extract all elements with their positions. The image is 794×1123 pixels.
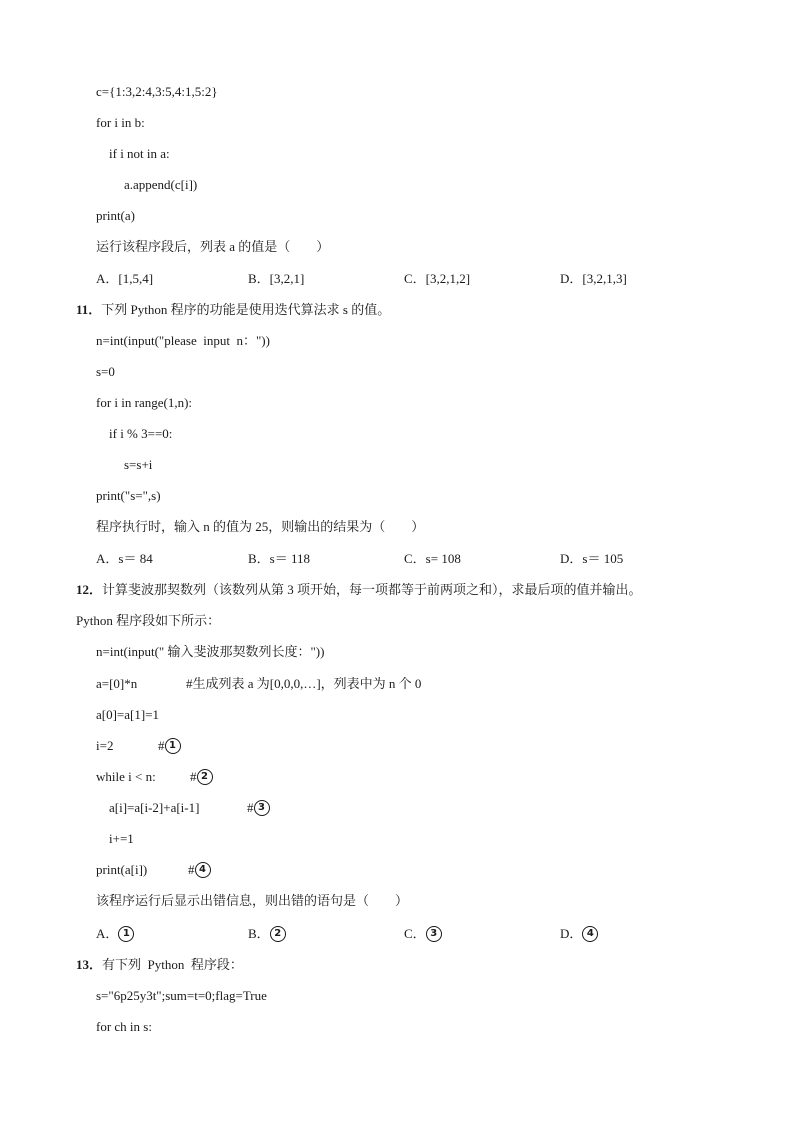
option-text: s＝ 118 bbox=[269, 551, 310, 566]
option-text: s＝ 84 bbox=[118, 551, 153, 566]
comment-hash: # bbox=[188, 862, 195, 877]
q11-code-line-2: s=0 bbox=[96, 364, 115, 379]
comment-hash: # bbox=[247, 800, 254, 815]
option-text: [3,2,1] bbox=[269, 271, 305, 286]
q12-code-comment-2: #生成列表 a 为[0,0,0,…]，列表中为 n 个 0 bbox=[186, 676, 422, 691]
option-letter: C． bbox=[404, 551, 426, 566]
q13-code-line-1: s="6p25y3t";sum=t=0;flag=True bbox=[96, 988, 267, 1003]
q13-code-line-2: for ch in s: bbox=[96, 1019, 152, 1034]
q13-number: 13． bbox=[76, 957, 103, 972]
circled-number: 4 bbox=[582, 926, 598, 942]
circled-number: 3 bbox=[254, 800, 270, 816]
q11-number: 11． bbox=[76, 302, 102, 317]
q12-code-line-4: i=2 bbox=[96, 738, 114, 753]
q12-code-line-5: while i < n: bbox=[96, 769, 156, 784]
option-text: [3,2,1,3] bbox=[582, 271, 627, 286]
circled-number: 1 bbox=[118, 926, 134, 942]
option-letter: A． bbox=[96, 271, 119, 286]
q12-code-line-8: print(a[i]) bbox=[96, 862, 148, 877]
q11-code-line-5: s=s+i bbox=[124, 457, 153, 472]
q10-code-line-4: a.append(c[i]) bbox=[124, 177, 198, 192]
q12-title: 计算斐波那契数列（该数列从第 3 项开始，每一项都等于前两项之和），求最后项的值并输出。 bbox=[102, 582, 642, 597]
q12-option-c bbox=[404, 925, 442, 943]
q12-question: 该程序运行后显示出错信息，则出错的语句是（ ） bbox=[96, 893, 409, 908]
circled-number: 2 bbox=[197, 769, 213, 785]
q11-code-line-6: print("s=",s) bbox=[96, 488, 161, 503]
comment-hash: # bbox=[190, 769, 197, 784]
q13-heading bbox=[76, 956, 243, 974]
option-letter: B． bbox=[248, 551, 270, 566]
option-letter: B． bbox=[248, 271, 270, 286]
q11-option-c bbox=[404, 550, 461, 568]
option-text: s= 108 bbox=[425, 551, 461, 566]
q11-code-line-4: if i % 3==0: bbox=[109, 426, 173, 441]
q12-number: 12． bbox=[76, 582, 103, 597]
q10-option-d bbox=[560, 270, 627, 288]
q12-option-b bbox=[248, 925, 286, 943]
q10-code-line-2: for i in b: bbox=[96, 115, 145, 130]
q12-code-comment-5 bbox=[190, 768, 213, 786]
option-letter: D． bbox=[560, 926, 583, 941]
q10-option-a bbox=[96, 270, 153, 288]
q11-title: 下列 Python 程序的功能是使用迭代算法求 s 的值。 bbox=[101, 302, 391, 317]
q12-code-comment-6 bbox=[247, 799, 270, 817]
q11-code-line-1: n=int(input("please input n：")) bbox=[96, 333, 270, 348]
circled-number: 3 bbox=[426, 926, 442, 942]
option-text: [3,2,1,2] bbox=[425, 271, 471, 286]
option-letter: C． bbox=[404, 926, 426, 941]
circled-number: 2 bbox=[270, 926, 286, 942]
q10-question: 运行该程序段后，列表 a 的值是（ ） bbox=[96, 239, 330, 254]
q11-question: 程序执行时，输入 n 的值为 25，则输出的结果为（ ） bbox=[96, 519, 425, 534]
q11-code-line-3: for i in range(1,n): bbox=[96, 395, 193, 410]
option-letter: B． bbox=[248, 926, 270, 941]
q12-option-a bbox=[96, 925, 134, 943]
q12-code-line-7: i+=1 bbox=[109, 831, 134, 846]
q11-option-b bbox=[248, 550, 310, 568]
option-letter: D． bbox=[560, 271, 583, 286]
q11-option-a bbox=[96, 550, 153, 568]
q12-heading bbox=[76, 581, 642, 599]
q12-code-line-2: a=[0]*n bbox=[96, 676, 138, 691]
circled-number: 1 bbox=[165, 738, 181, 754]
q10-code-line-1: c={1:3,2:4,3:5,4:1,5:2} bbox=[96, 84, 218, 99]
q12-code-line-1: n=int(input(" 输入斐波那契数列长度：")) bbox=[96, 644, 325, 659]
q12-code-comment-4 bbox=[158, 737, 181, 755]
option-letter: A． bbox=[96, 926, 119, 941]
comment-hash: # bbox=[158, 738, 165, 753]
q11-heading bbox=[76, 301, 390, 319]
q11-option-d bbox=[560, 550, 623, 568]
option-text: s＝ 105 bbox=[582, 551, 624, 566]
option-text: [1,5,4] bbox=[118, 271, 154, 286]
q12-code-line-3: a[0]=a[1]=1 bbox=[96, 707, 160, 722]
q10-code-line-5: print(a) bbox=[96, 208, 135, 223]
q12-code-line-6: a[i]=a[i-2]+a[i-1] bbox=[109, 800, 200, 815]
q10-code-line-3: if i not in a: bbox=[109, 146, 170, 161]
circled-number: 4 bbox=[195, 862, 211, 878]
q10-option-c bbox=[404, 270, 470, 288]
option-letter: D． bbox=[560, 551, 583, 566]
option-letter: A． bbox=[96, 551, 119, 566]
option-letter: C． bbox=[404, 271, 426, 286]
q12-code-comment-8 bbox=[188, 861, 211, 879]
q12-option-d bbox=[560, 925, 598, 943]
q13-title: 有下列 Python 程序段： bbox=[102, 957, 243, 972]
q10-option-b bbox=[248, 270, 304, 288]
q12-subtitle: Python 程序段如下所示： bbox=[76, 613, 221, 628]
